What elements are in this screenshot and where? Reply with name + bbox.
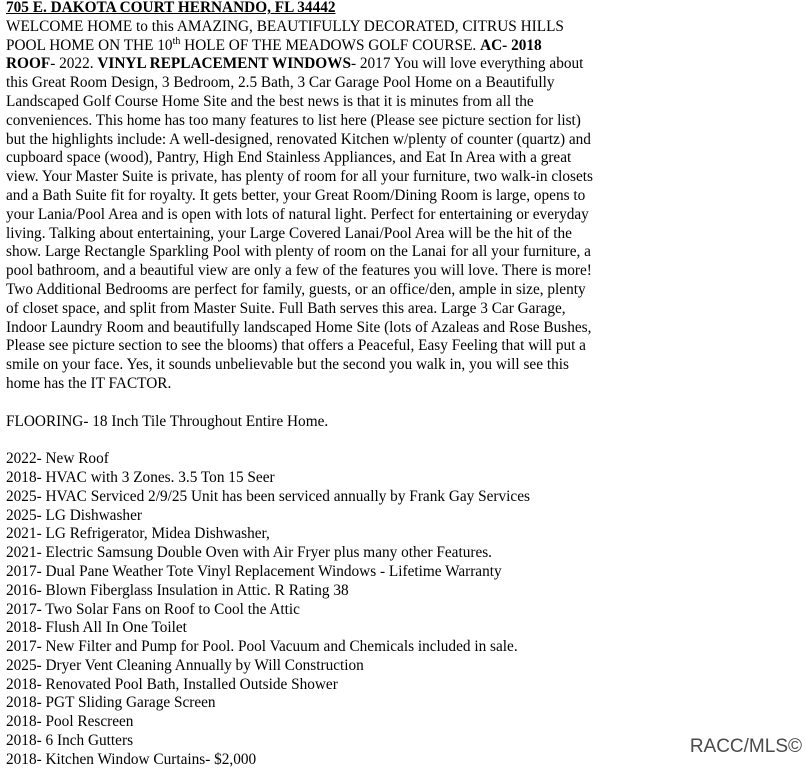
text-run: WELCOME HOME to this AMAZING, BEAUTIFULLY DECORATED, CITRUS HILLS xyxy=(6,17,564,35)
upgrade-item: 2025- LG Dishwasher xyxy=(6,506,142,524)
spacer xyxy=(6,394,806,413)
upgrade-item: 2018- Pool Rescreen xyxy=(6,713,134,731)
description-line xyxy=(6,55,806,74)
text-run: this Great Room Design, 3 Bedroom, 2.5 Bath, 3 Car Garage Pool Home on a Beautifully xyxy=(6,74,555,92)
spacer xyxy=(6,431,806,450)
upgrade-item: 2018- Flush All In One Toilet xyxy=(6,619,187,637)
text-run: conveniences. This home has too many features to list here (Please see picture section for list) xyxy=(6,111,581,129)
text-run: POOL HOME ON THE 10 xyxy=(6,36,173,54)
description-line xyxy=(6,300,806,319)
listing-address: 705 E. DAKOTA COURT HERNANDO, FL 34442 xyxy=(6,0,336,16)
text-run: Two Additional Bedrooms are perfect for family, guests, or an office/den, ample in size, plenty xyxy=(6,280,586,298)
description-line xyxy=(6,187,806,206)
upgrade-item: 2018- HVAC with 3 Zones. 3.5 Ton 15 Seer xyxy=(6,468,275,486)
text-run: cupboard space (wood), Pantry, High End Stainless Appliances, and Eat In Area with a great xyxy=(6,149,572,167)
flooring-line: FLOORING- 18 Inch Tile Throughout Entire Home. xyxy=(6,412,329,430)
description-line xyxy=(6,149,806,168)
highlight-roof-year: AC- 2018 xyxy=(480,36,542,54)
text-run: but the highlights include: A well-designed, renovated Kitchen w/plenty of counter (quartz) and xyxy=(6,130,591,148)
mls-watermark: RACC/MLS© xyxy=(689,736,802,757)
description-line xyxy=(6,131,806,150)
text-run: home has the IT FACTOR. xyxy=(6,374,172,392)
upgrade-item: 2022- New Roof xyxy=(6,450,109,468)
description-line xyxy=(6,356,806,375)
text-run: living. Talking about entertaining, your Large Covered Lanai/Pool Area will be the hit of the xyxy=(6,224,572,242)
upgrade-item: 2021- LG Refrigerator, Midea Dishwasher, xyxy=(6,525,270,543)
text-run: You will love everything about xyxy=(390,55,584,73)
upgrade-item: 2017- New Filter and Pump for Pool. Pool Vacuum and Chemicals included in sale. xyxy=(6,638,518,656)
text-run: pool bathroom, and a beautiful view are only a few of the features you will love. There is more! xyxy=(6,262,592,280)
listing-document xyxy=(6,0,806,770)
description-line xyxy=(6,281,806,300)
upgrade-item: 2018- Kitchen Window Curtains- $2,000 xyxy=(6,750,257,768)
description-line xyxy=(6,168,806,187)
description-line xyxy=(6,375,806,394)
text-run: smile on your face. Yes, it sounds unbelievable but the second you walk in, you will see this xyxy=(6,356,569,374)
upgrade-item: 2018- PGT Sliding Garage Screen xyxy=(6,694,216,712)
description-line xyxy=(6,112,806,131)
description-line xyxy=(6,243,806,262)
text-run: Indoor Laundry Room and beautifully landscaped Home Site (lots of Azaleas and Rose Bushes, xyxy=(6,318,592,336)
upgrade-item: 2017- Dual Pane Weather Tote Vinyl Replacement Windows - Lifetime Warranty xyxy=(6,562,502,580)
upgrade-item: 2025- HVAC Serviced 2/9/25 Unit has been serviced annually by Frank Gay Services xyxy=(6,487,530,505)
listing-description xyxy=(6,18,806,394)
description-line xyxy=(6,319,806,338)
text-run: show. Large Rectangle Sparkling Pool with plenty of room on the Lanai for all your furniture, a xyxy=(6,243,591,261)
ordinal-suffix: th xyxy=(172,35,181,47)
description-line xyxy=(6,225,806,244)
text-run: of closet space, and split from Master Suite. Full Bath serves this area. Large 3 Car Garage, xyxy=(6,299,566,317)
text-run: view. Your Master Suite is private, has plenty of room for all your furniture, two walk-in closets xyxy=(6,168,593,186)
description-line xyxy=(6,74,806,93)
highlight-windows: VINYL REPLACEMENT WINDOWS xyxy=(97,55,351,73)
text-run: your Lania/Pool Area and is open with lots of natural light. Perfect for entertaining or everyday xyxy=(6,205,589,223)
upgrade-item: 2016- Blown Fiberglass Insulation in Attic. R Rating 38 xyxy=(6,581,349,599)
upgrade-item: 2021- Electric Samsung Double Oven with Air Fryer plus many other Features. xyxy=(6,544,493,562)
upgrade-item: 2018- Renovated Pool Bath, Installed Outside Shower xyxy=(6,675,338,693)
upgrades-list xyxy=(6,450,806,770)
description-line xyxy=(6,18,806,37)
text-run: Landscaped Golf Course Home Site and the best news is that it is minutes from all the xyxy=(6,92,534,110)
description-line xyxy=(6,262,806,281)
description-line xyxy=(6,206,806,225)
text-run: - 2017 xyxy=(350,55,391,73)
upgrade-item: 2017- Two Solar Fans on Roof to Cool the Attic xyxy=(6,600,300,618)
description-line xyxy=(6,337,806,356)
text-run: Please see picture section to see the blooms) that offers a Peaceful, Easy Feeling that will put a xyxy=(6,337,586,355)
upgrade-item: 2025- Dryer Vent Cleaning Annually by Will Construction xyxy=(6,656,364,674)
description-line xyxy=(6,93,806,112)
description-line xyxy=(6,37,806,56)
text-run: - 2022. xyxy=(50,55,98,73)
upgrade-item: 2018- 6 Inch Gutters xyxy=(6,732,134,750)
highlight-roof: ROOF xyxy=(6,55,51,73)
text-run: HOLE OF THE MEADOWS GOLF COURSE. xyxy=(180,36,481,54)
text-run: and a Bath Suite fit for royalty. It gets better, your Great Room/Dining Room is large, opens to xyxy=(6,186,586,204)
